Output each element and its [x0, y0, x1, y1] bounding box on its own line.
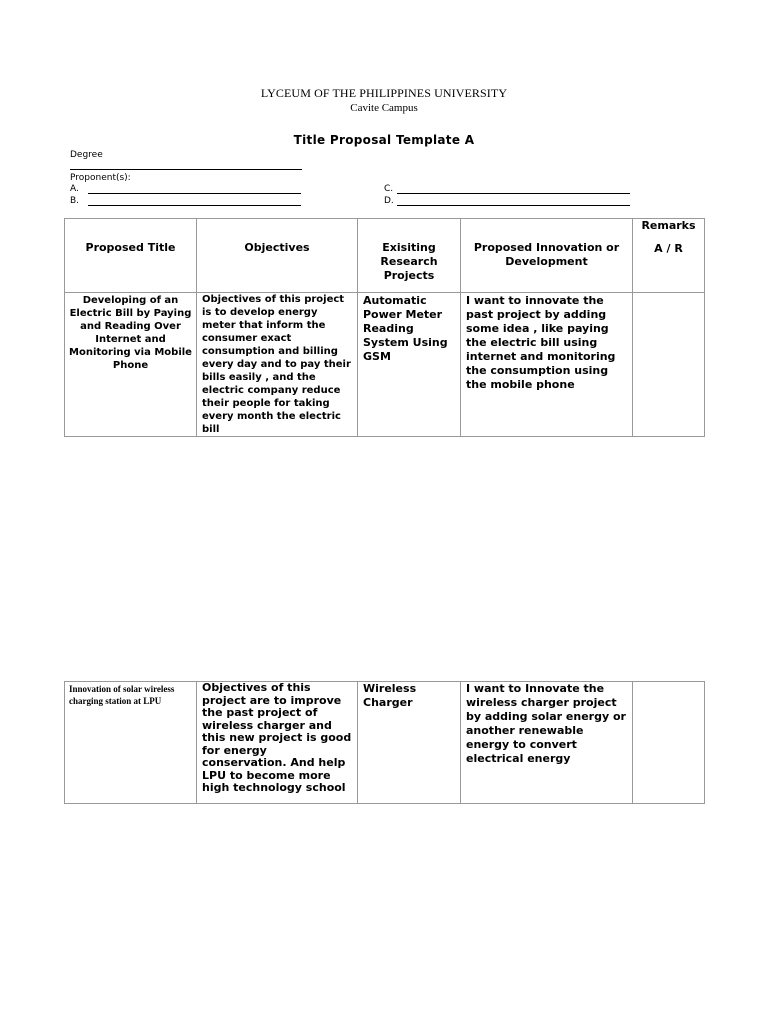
campus-name: Cavite Campus [350, 102, 418, 114]
row2-existing[interactable]: Wireless Charger [358, 682, 461, 804]
row1-existing[interactable]: Automatic Power Meter Reading System Using GSM [358, 293, 461, 437]
table-row [65, 293, 705, 437]
document-title: Title Proposal Template A [293, 133, 475, 147]
proposal-table-continued [64, 681, 705, 804]
row2-objectives[interactable]: Objectives of this project are to improve the past project of wireless charger and this new project is good for energy conservation. And help LPU to become more high technology school [197, 682, 358, 804]
row2-remarks[interactable] [633, 682, 705, 804]
row2-innovation[interactable]: I want to Innovate the wireless charger project by adding solar energy or another renewable energy to convert electrical energy [461, 682, 633, 804]
row2-title[interactable]: Innovation of solar wireless charging station at LPU [65, 682, 197, 804]
proponent-d-line[interactable] [397, 205, 630, 206]
header-remarks-ar: A / R [654, 242, 683, 255]
proponent-a-label: A. [70, 184, 79, 194]
header-innovation: Proposed Innovation or Development [461, 219, 633, 293]
proponent-a-line[interactable] [88, 193, 301, 194]
row1-objectives[interactable]: Objectives of this project is to develop energy meter that inform the consumer exact consumption and billing every day and to pay their bills easily , and the electric company reduce their people for taking every month the electric bill [197, 293, 358, 437]
row1-title[interactable]: Developing of an Electric Bill by Paying and Reading Over Internet and Monitoring via Mobile Phone [65, 293, 197, 437]
proponent-b-label: B. [70, 196, 80, 206]
header-remarks-label: Remarks [641, 219, 696, 232]
header-proposed-title: Proposed Title [65, 219, 197, 293]
table-header-row [65, 219, 705, 293]
degree-line[interactable] [70, 169, 302, 170]
proposal-table [64, 218, 705, 437]
proponents-label: Proponent(s): [70, 173, 131, 183]
header-objectives: Objectives [197, 219, 358, 293]
proponent-c-label: C. [384, 184, 394, 194]
row1-innovation[interactable]: I want to innovate the past project by adding some idea , like paying the electric bill using internet and monitoring the consumption using the mobile phone [461, 293, 633, 437]
university-name: LYCEUM OF THE PHILIPPINES UNIVERSITY [260, 86, 508, 100]
table-row [65, 682, 705, 804]
degree-label: Degree [70, 150, 103, 160]
header-existing-projects: Exisiting Research Projects [358, 219, 461, 293]
header-remarks [633, 219, 705, 293]
proponent-c-line[interactable] [397, 193, 630, 194]
proponent-b-line[interactable] [88, 205, 301, 206]
row1-remarks[interactable] [633, 293, 705, 437]
proponent-d-label: D. [384, 196, 394, 206]
